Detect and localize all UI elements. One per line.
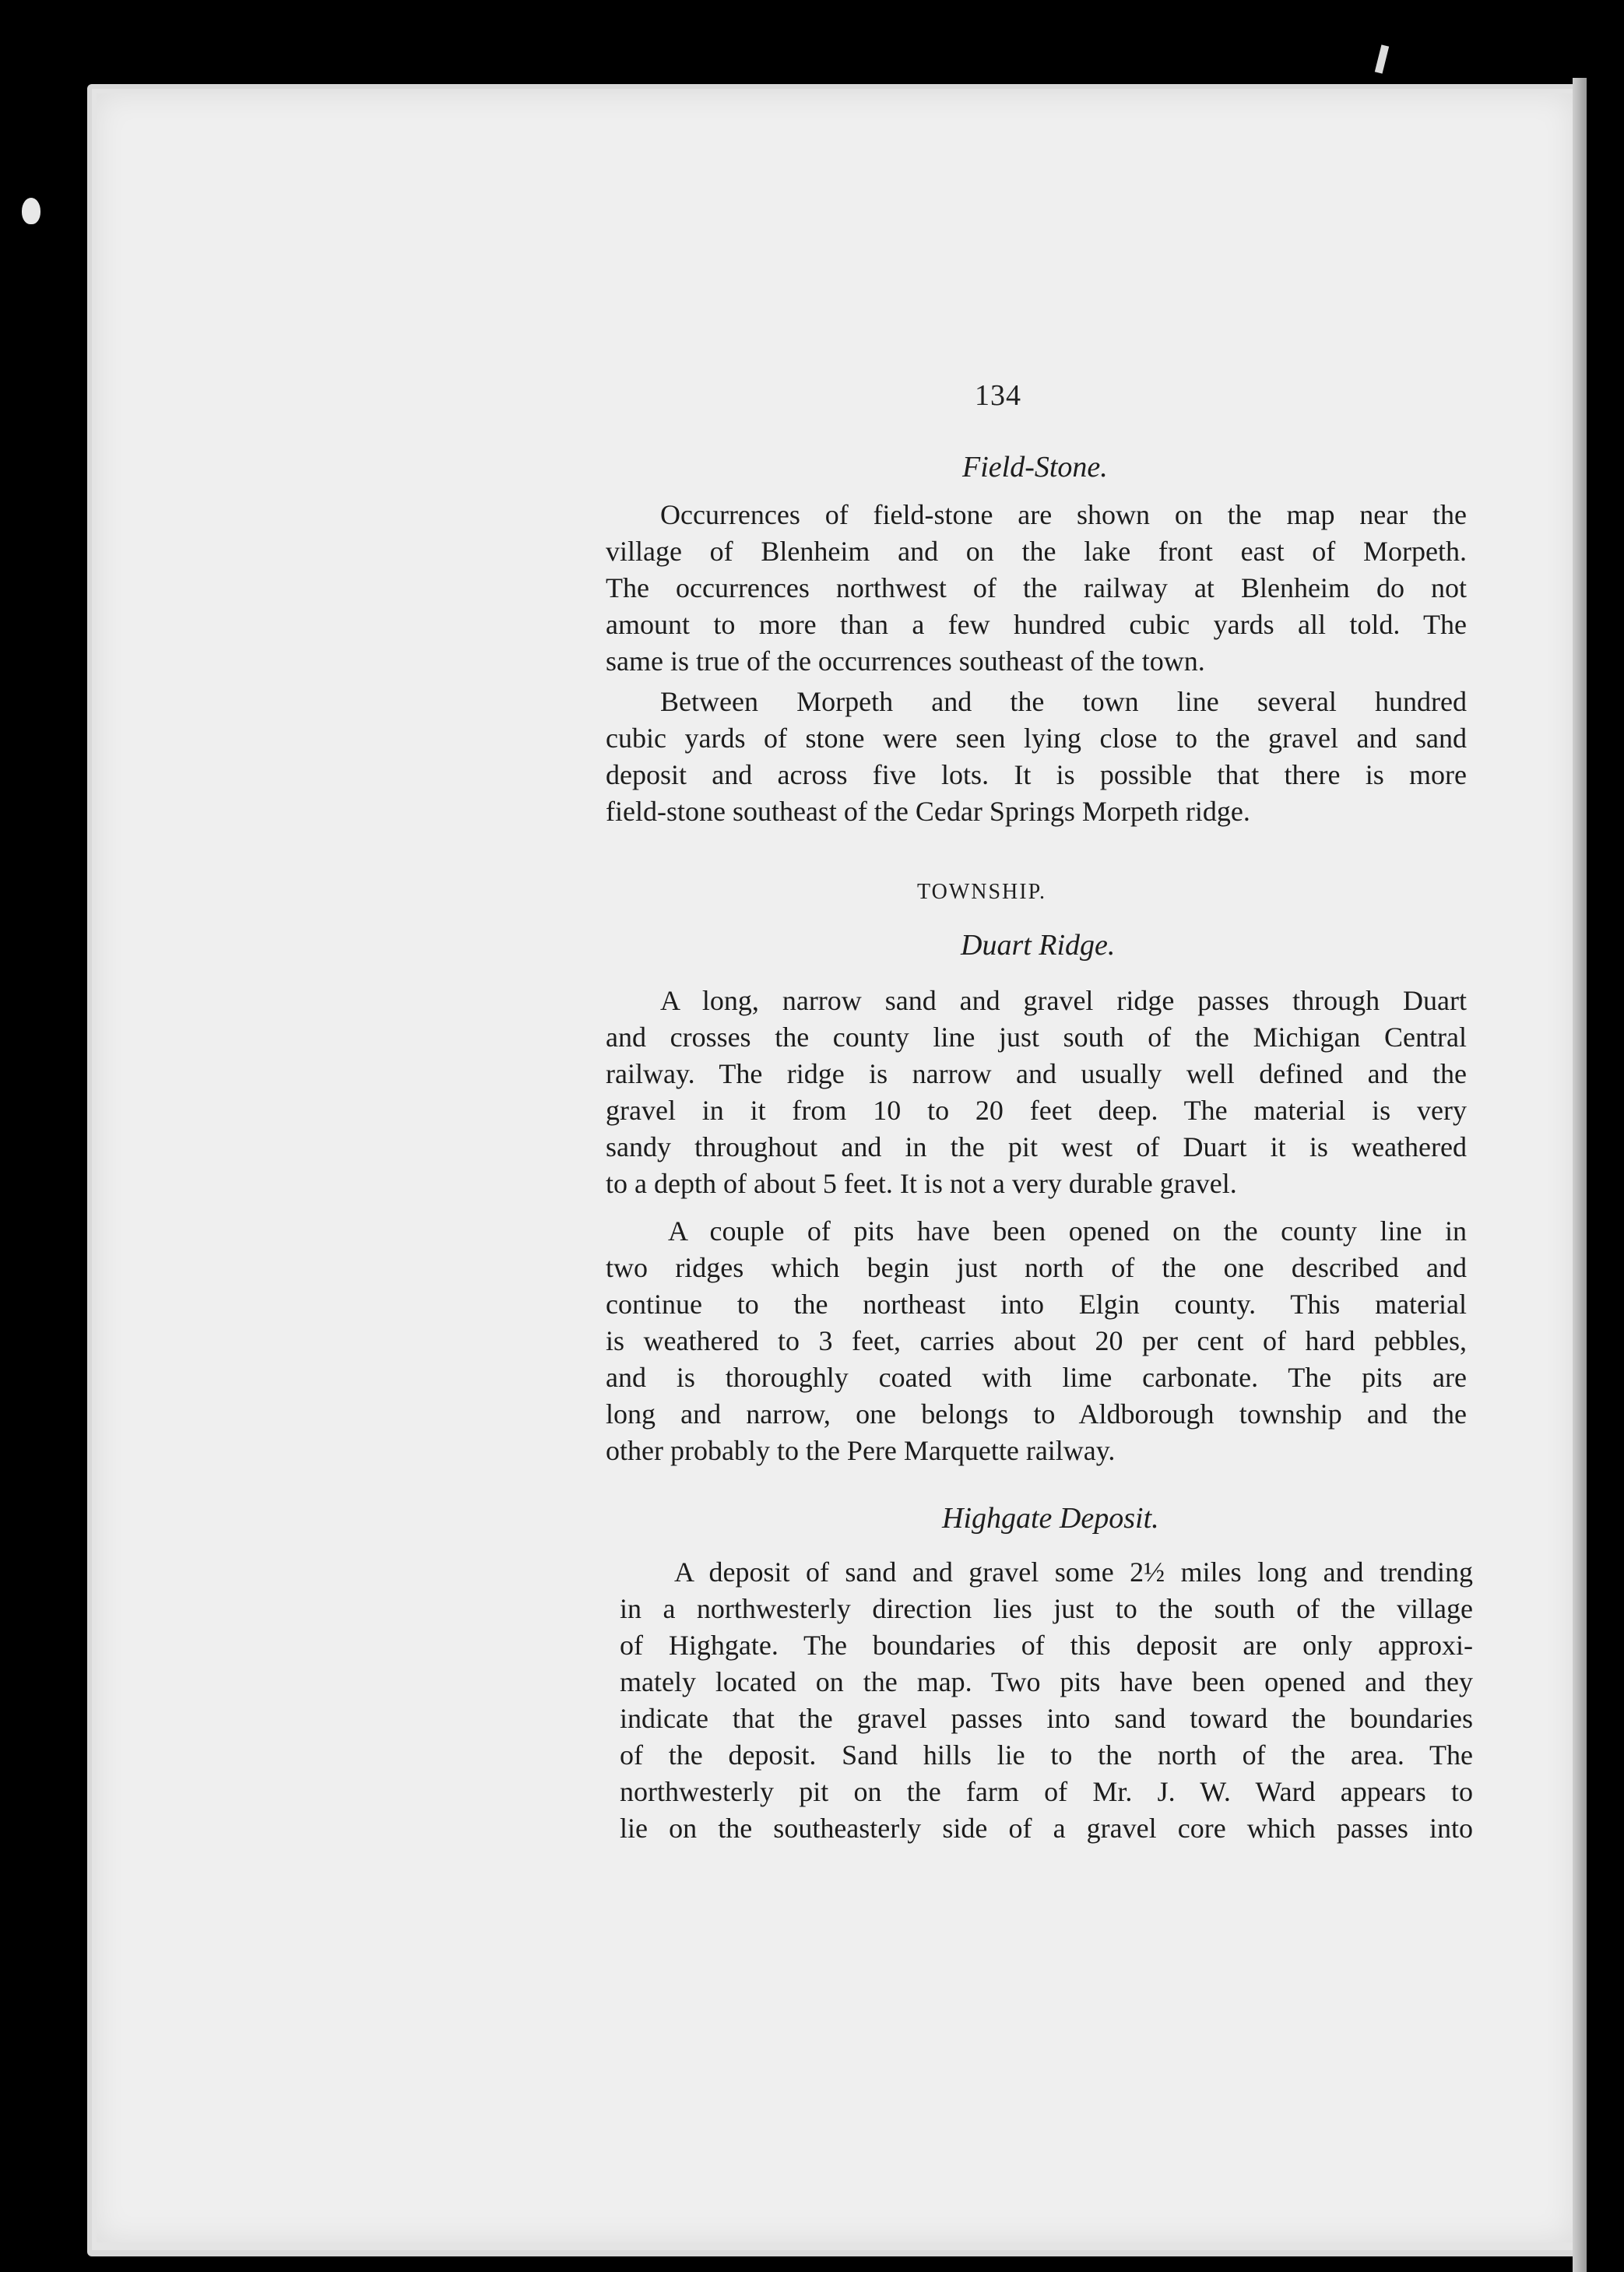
text-line: Occurrences of field-stone are shown on the map near the [660,499,1467,530]
section-heading-duart-ridge: Duart Ridge. [961,929,1116,962]
text-line: sandy throughout and in the pit west of Duart it is weathered [606,1131,1467,1162]
text-line: field-stone southeast of the Cedar Springs Morpeth ridge. [606,796,1250,827]
paragraph-duart-1 [606,984,1467,1204]
text-line: long and narrow, one belongs to Aldborough township and the [606,1398,1467,1430]
text-line: two ridges which begin just north of the one described and [606,1252,1467,1283]
paragraph-field-stone-1 [606,498,1467,681]
text-line: lie on the southeasterly side of a gravel core which passes into [620,1813,1473,1844]
text-line: of Highgate. The boundaries of this deposit are only approxi- [620,1630,1473,1661]
text-line: of the deposit. Sand hills lie to the north of the area. The [620,1739,1473,1771]
text-line: A long, narrow sand and gravel ridge passes through Duart [660,985,1467,1016]
text-line: gravel in it from 10 to 20 feet deep. The material is very [606,1095,1467,1126]
text-line: to a depth of about 5 feet. It is not a very durable gravel. [606,1168,1237,1199]
text-line: A couple of pits have been opened on the county line in [668,1215,1467,1247]
section-heading-field-stone: Field-Stone. [962,451,1108,484]
text-line: in a northwesterly direction lies just to the south of the village [620,1593,1473,1624]
paragraph-duart-2 [606,1215,1467,1471]
text-line: cubic yards of stone were seen lying close to the gravel and sand [606,723,1467,754]
scan-artifact-mark [1375,44,1389,73]
binding-hole-mark [22,198,40,224]
text-line: A deposit of sand and gravel some 2½ miles long and trending [674,1556,1473,1588]
text-line: and crosses the county line just south of the Michigan Central [606,1022,1467,1053]
text-line: other probably to the Pere Marquette railway. [606,1435,1116,1466]
paragraph-field-stone-2 [606,685,1467,832]
text-line: same is true of the occurrences southeast of the town. [606,645,1205,677]
text-line: deposit and across five lots. It is possible that there is more [606,759,1467,790]
township-heading: TOWNSHIP. [917,880,1047,904]
section-heading-highgate-deposit: Highgate Deposit. [942,1502,1159,1535]
text-line: indicate that the gravel passes into sand toward the boundaries [620,1703,1473,1734]
text-line: village of Blenheim and on the lake front east of Morpeth. [606,536,1467,567]
text-line: continue to the northeast into Elgin county. This material [606,1289,1467,1320]
text-line: is weathered to 3 feet, carries about 20 per cent of hard pebbles, [606,1325,1467,1356]
text-line: amount to more than a few hundred cubic yards all told. The [606,609,1467,640]
page-edge-shadow [1573,78,1624,2272]
text-line: mately located on the map. Two pits have been opened and they [620,1666,1473,1697]
paragraph-highgate-1 [620,1556,1473,1848]
text-line: railway. The ridge is narrow and usually well defined and the [606,1058,1467,1089]
page-number: 134 [975,379,1021,412]
page-edge-strip [1573,78,1587,2272]
text-line: The occurrences northwest of the railway at Blenheim do not [606,572,1467,603]
text-line: and is thoroughly coated with lime carbonate. The pits are [606,1362,1467,1393]
text-line: Between Morpeth and the town line several hundred [660,686,1467,717]
text-line: northwesterly pit on the farm of Mr. J. W. Ward appears to [620,1776,1473,1807]
